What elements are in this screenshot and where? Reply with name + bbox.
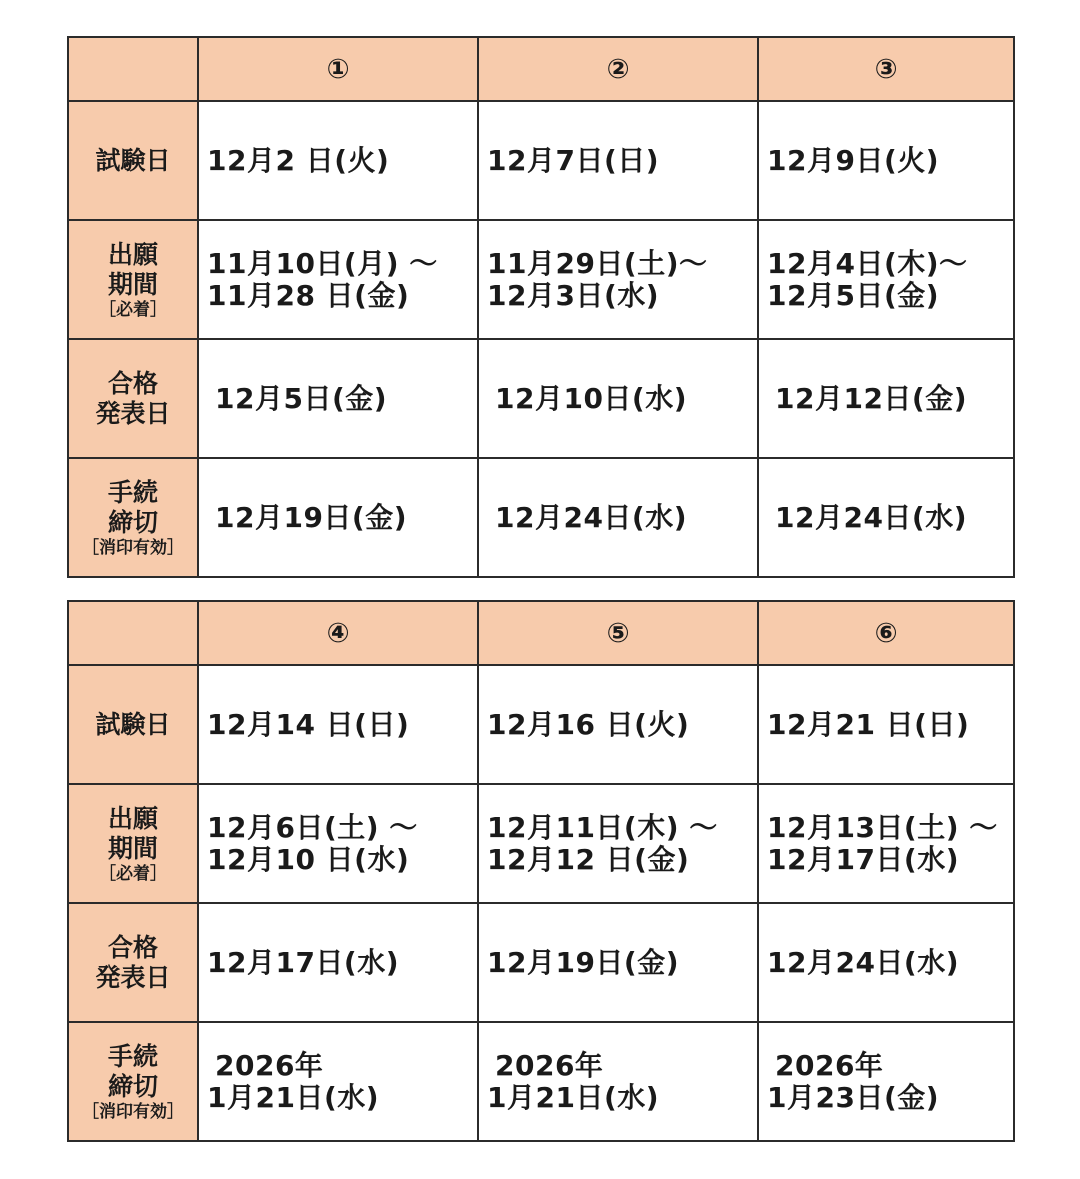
application-note: ［必着］: [99, 299, 167, 320]
session-header-6: ⑥: [758, 601, 1014, 665]
application-period-5: [478, 784, 758, 903]
period-start: 12月6日(土) ～: [207, 810, 418, 844]
period-end: 12月3日(水): [487, 278, 660, 312]
label-line: 出願: [107, 239, 158, 269]
deadline-date: 1月21日(水): [207, 1080, 380, 1114]
label-line: 手続: [107, 1041, 158, 1071]
label-line: 発表日: [95, 398, 171, 428]
session-header-5: ⑤: [478, 601, 758, 665]
application-period-1: [198, 220, 478, 339]
period-start: 11月29日(土)～: [487, 246, 708, 280]
exam-date-label: 試験日: [68, 665, 198, 784]
result-date-3: 12月12日(金): [758, 339, 1014, 458]
schedule-table-1: [67, 36, 1015, 578]
result-date-6: 12月24日(水): [758, 903, 1014, 1022]
application-note: ［必着］: [99, 863, 167, 884]
corner-cell: [68, 601, 198, 665]
exam-date-row: [68, 101, 1014, 220]
procedure-deadline-label: [68, 1022, 198, 1141]
session-header-4: ④: [198, 601, 478, 665]
period-end: 11月28 日(金): [207, 278, 410, 312]
header-row: [68, 37, 1014, 101]
session-header-3: ③: [758, 37, 1014, 101]
deadline-date: 1月23日(金): [767, 1080, 940, 1114]
procedure-deadline-row: [68, 1022, 1014, 1141]
deadline-year: 2026年: [495, 1048, 604, 1082]
procedure-deadline-3: 12月24日(水): [758, 458, 1014, 577]
label-line: 手続: [107, 477, 158, 507]
exam-date-2: 12月7日(日): [478, 101, 758, 220]
procedure-deadline-4: [198, 1022, 478, 1141]
period-end: 12月12 日(金): [487, 842, 690, 876]
corner-cell: [68, 37, 198, 101]
label-line: 期間: [107, 269, 158, 299]
period-start: 12月13日(土) ～: [767, 810, 998, 844]
period-end: 12月17日(水): [767, 842, 960, 876]
application-period-4: [198, 784, 478, 903]
application-period-label: [68, 220, 198, 339]
label-line: 出願: [107, 803, 158, 833]
application-period-2: [478, 220, 758, 339]
period-end: 12月10 日(水): [207, 842, 410, 876]
label-line: 合格: [107, 368, 158, 398]
exam-date-3: 12月9日(火): [758, 101, 1014, 220]
result-date-label: [68, 903, 198, 1022]
exam-date-row: [68, 665, 1014, 784]
period-start: 11月10日(月) ～: [207, 246, 438, 280]
procedure-deadline-label: [68, 458, 198, 577]
label-line: 期間: [107, 833, 158, 863]
period-start: 12月4日(木)～: [767, 246, 968, 280]
label-line: 発表日: [95, 962, 171, 992]
label-line: 締切: [107, 1071, 158, 1101]
session-header-2: ②: [478, 37, 758, 101]
result-date-1: 12月5日(金): [198, 339, 478, 458]
procedure-deadline-6: [758, 1022, 1014, 1141]
exam-date-6: 12月21 日(日): [758, 665, 1014, 784]
exam-date-5: 12月16 日(火): [478, 665, 758, 784]
result-date-row: [68, 903, 1014, 1022]
exam-date-1: 12月2 日(火): [198, 101, 478, 220]
application-period-row: [68, 220, 1014, 339]
application-period-6: [758, 784, 1014, 903]
schedule-table-2: [67, 600, 1015, 1142]
label-line: 合格: [107, 932, 158, 962]
result-date-label: [68, 339, 198, 458]
application-period-3: [758, 220, 1014, 339]
procedure-deadline-5: [478, 1022, 758, 1141]
result-date-5: 12月19日(金): [478, 903, 758, 1022]
application-period-row: [68, 784, 1014, 903]
label-line: 締切: [107, 507, 158, 537]
deadline-year: 2026年: [215, 1048, 324, 1082]
result-date-4: 12月17日(水): [198, 903, 478, 1022]
deadline-date: 1月21日(水): [487, 1080, 660, 1114]
procedure-deadline-2: 12月24日(水): [478, 458, 758, 577]
header-row: [68, 601, 1014, 665]
procedure-note: ［消印有効］: [82, 537, 184, 558]
deadline-year: 2026年: [775, 1048, 884, 1082]
procedure-deadline-row: [68, 458, 1014, 577]
period-end: 12月5日(金): [767, 278, 940, 312]
application-period-label: [68, 784, 198, 903]
result-date-2: 12月10日(水): [478, 339, 758, 458]
period-start: 12月11日(木) ～: [487, 810, 718, 844]
session-header-1: ①: [198, 37, 478, 101]
result-date-row: [68, 339, 1014, 458]
exam-date-label: 試験日: [68, 101, 198, 220]
procedure-deadline-1: 12月19日(金): [198, 458, 478, 577]
exam-date-4: 12月14 日(日): [198, 665, 478, 784]
procedure-note: ［消印有効］: [82, 1101, 184, 1122]
